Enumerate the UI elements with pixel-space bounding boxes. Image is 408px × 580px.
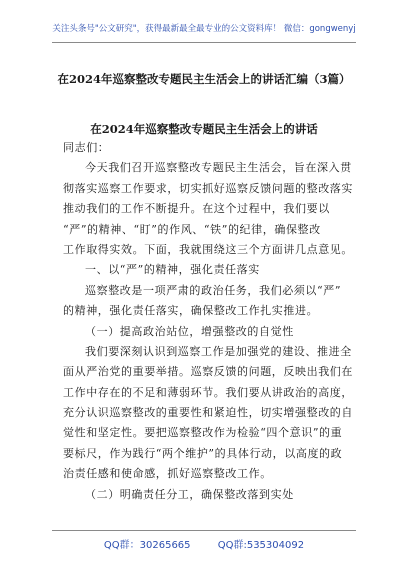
- footer-qq-group-1: QQ群：30265665: [103, 540, 191, 551]
- footer: [0, 536, 408, 551]
- body-line: 的精神，强化责任落实，确保整改工作扎实推进。: [63, 304, 319, 318]
- body-line: 要标尺，作为践行“两个维护”的具体行动，以高度的政: [63, 446, 343, 460]
- body-line: 充分认识巡察整改的重要性和紧迫性，切实增强整改的自: [63, 406, 353, 420]
- salutation: 同志们：: [63, 141, 110, 154]
- document-title: 在2024年巡察整改专题民主生活会上的讲话汇编（3篇）: [57, 72, 351, 86]
- heading-level-1: 一、以“严”的精神，强化责任落实: [85, 263, 260, 277]
- footer-qq-group-2: QQ群:535304092: [217, 540, 305, 551]
- body-line: 觉性和坚定性。要把巡察整改作为检验“四个意识”的重: [63, 426, 343, 440]
- body-line: 推动我们的工作不断提升。在这个过程中，我们要以: [63, 202, 330, 216]
- body-line: 我们要深刻认识到巡察工作是加强党的建设、推进全: [85, 344, 352, 358]
- header-banner: 关注头条号"公文研究"，获得最新最全最专业的公文资料库！ 微信：gongwenyj: [52, 24, 356, 34]
- heading-level-2: （一）提高政治站位，增强整改的自觉性: [85, 324, 294, 338]
- body-line: “严”的精神、“盯”的作风、“铁”的纪律，确保整改: [63, 222, 321, 236]
- heading-level-2: （二）明确责任分工，确保整改落到实处: [85, 487, 294, 501]
- footer-divider: [52, 530, 356, 531]
- body-line: 巡察整改是一项严肃的政治任务，我们必须以“严”: [85, 283, 342, 297]
- header-divider: [52, 42, 356, 43]
- body-line: 面从严治党的重要举措。巡察反馈的问题，反映出我们在: [63, 365, 353, 379]
- section-title: 在2024年巡察整改专题民主生活会上的讲话: [90, 122, 318, 136]
- speech-body: [63, 138, 353, 505]
- body-line: 彻落实巡察工作要求，切实抓好巡察反馈问题的整改落实: [63, 181, 353, 195]
- body-line: 工作取得实效。下面，我就围绕这三个方面讲几点意见。: [63, 242, 353, 256]
- body-line: 治责任感和使命感，抓好巡察整改工作。: [63, 467, 272, 481]
- body-line: 今天我们召开巡察整改专题民主生活会，旨在深入贯: [85, 161, 352, 175]
- body-line: 工作中存在的不足和薄弱环节。我们要从讲政治的高度，: [63, 385, 353, 399]
